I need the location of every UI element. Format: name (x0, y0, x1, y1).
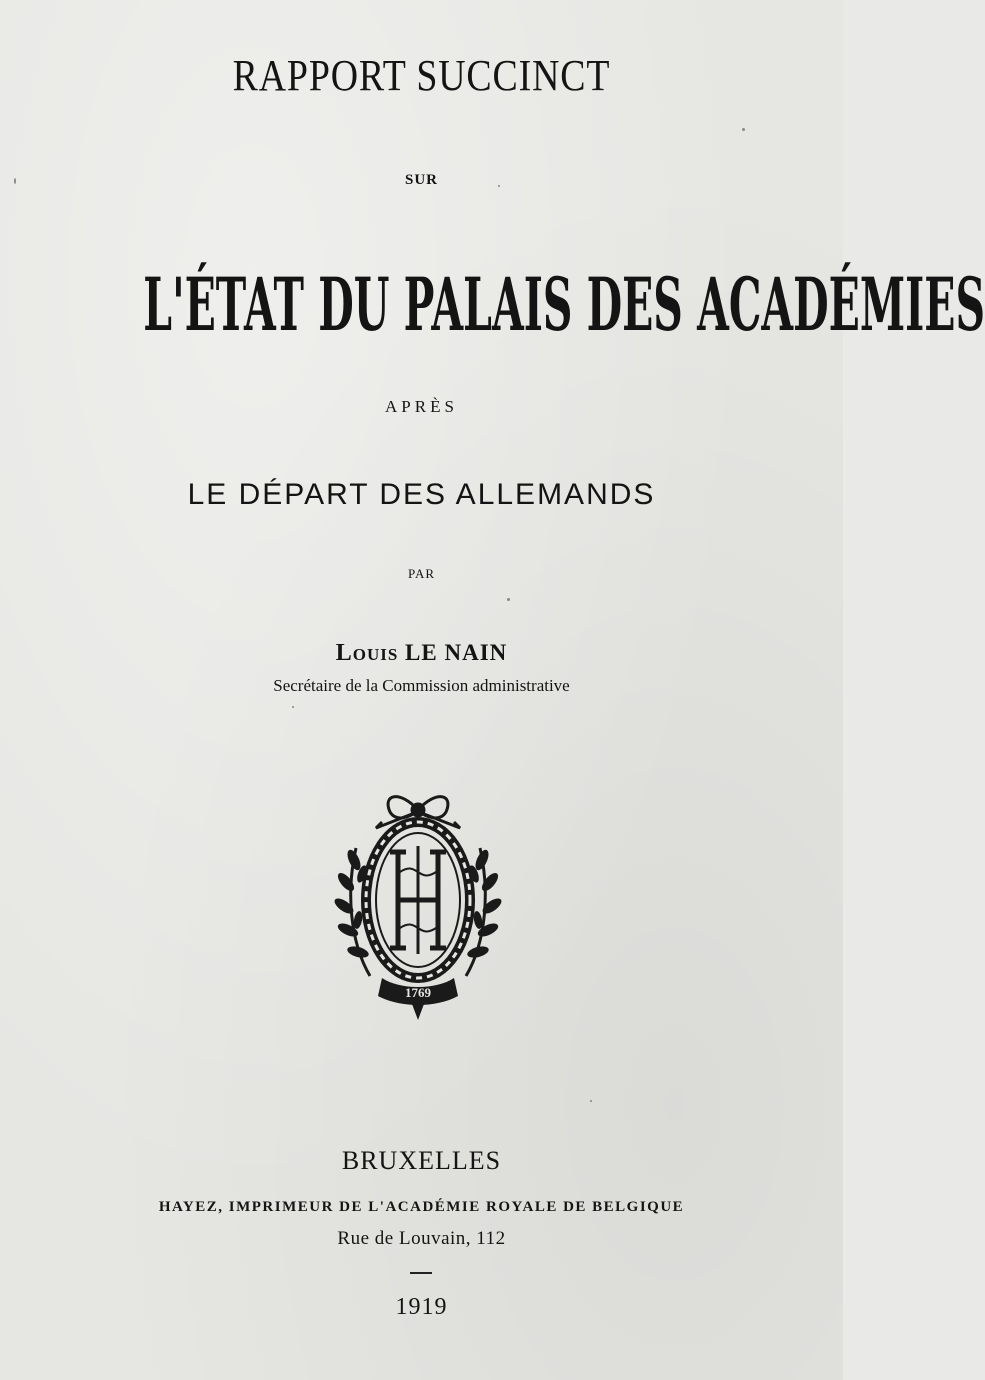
paper-speck (292, 706, 294, 708)
divider-rule (410, 1272, 432, 1274)
author-name (0, 640, 843, 667)
paper-speck (507, 598, 510, 601)
author-role: Secrétaire de la Commission administrative (273, 676, 570, 695)
title-line-3: LE DÉPART DES ALLEMANDS (187, 478, 656, 511)
emblem-year: 1769 (405, 985, 431, 1000)
title-line-2: L'ÉTAT DU PALAIS DES ACADÉMIES (143, 261, 985, 348)
printer-address: Rue de Louvain, 112 (337, 1228, 506, 1249)
connector-par: PAR (407, 566, 436, 581)
paper-speck (498, 185, 500, 187)
title-line-1: RAPPORT SUCCINCT (232, 51, 611, 100)
paper-speck (742, 128, 745, 131)
year-ribbon-icon (378, 978, 458, 1020)
publication-year: 1919 (395, 1294, 448, 1320)
academy-monogram-emblem-icon (330, 782, 506, 1022)
author-last-name: LE NAIN (405, 640, 508, 665)
paper-speck (14, 178, 16, 184)
paper-speck (590, 1100, 592, 1102)
printer-line: HAYEZ, IMPRIMEUR DE L'ACADÉMIE ROYALE DE BELGIQUE (158, 1199, 685, 1215)
connector-apres: APRÈS (385, 397, 458, 416)
connector-sur: SUR (404, 172, 438, 188)
monogram-icon (390, 846, 446, 954)
publication-city: BRUXELLES (341, 1146, 502, 1175)
author-first-name: Louis (335, 640, 399, 666)
